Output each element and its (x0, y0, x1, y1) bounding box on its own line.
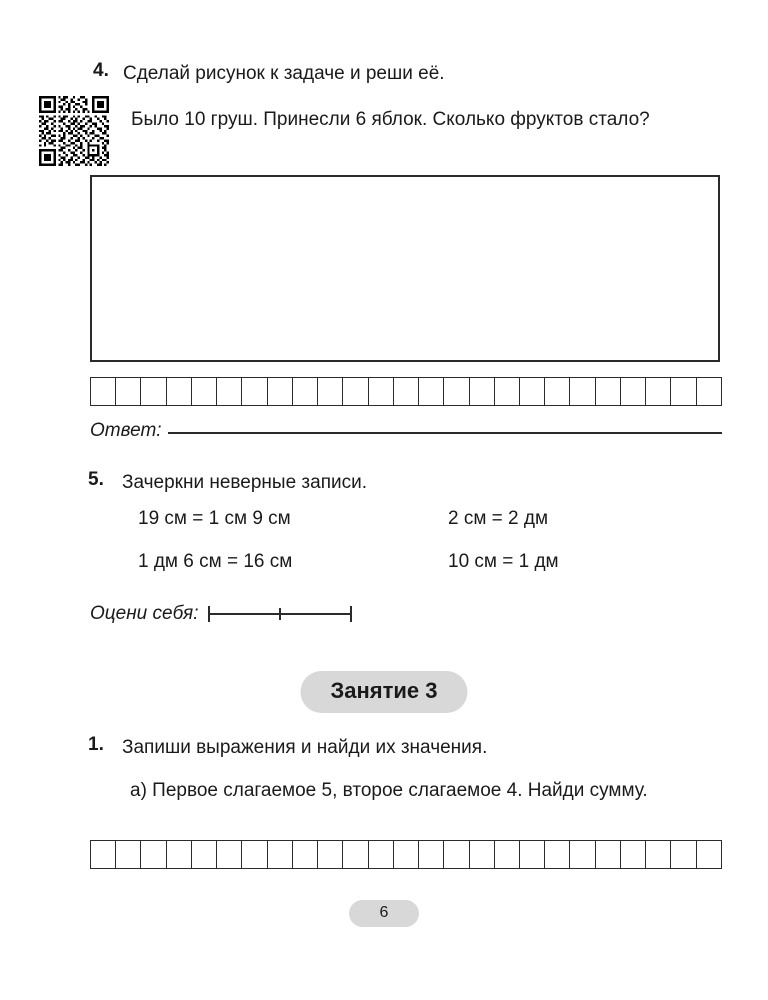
lesson-heading-badge: Занятие 3 (300, 671, 467, 713)
answer-cell[interactable] (141, 378, 166, 405)
scale-tick-right (350, 606, 352, 622)
lesson3-task-1-answer-cells[interactable] (90, 840, 722, 869)
answer-cell[interactable] (192, 378, 217, 405)
equation-item[interactable]: 2 см = 2 дм (448, 508, 549, 529)
answer-cell[interactable] (91, 841, 116, 868)
answer-cell[interactable] (621, 841, 646, 868)
answer-cell[interactable] (369, 378, 394, 405)
answer-cell[interactable] (116, 378, 141, 405)
answer-cell[interactable] (621, 378, 646, 405)
task-5-number: 5. (88, 469, 104, 490)
task-4-number: 4. (93, 60, 109, 81)
equation-row (138, 551, 728, 594)
answer-cell[interactable] (318, 378, 343, 405)
answer-write-line[interactable] (168, 432, 722, 434)
answer-cell[interactable] (242, 841, 267, 868)
answer-cell[interactable] (545, 378, 570, 405)
answer-cell[interactable] (520, 378, 545, 405)
answer-cell[interactable] (520, 841, 545, 868)
answer-cell[interactable] (697, 841, 721, 868)
answer-cell[interactable] (419, 378, 444, 405)
answer-cell[interactable] (318, 841, 343, 868)
task-5-equation-grid (138, 508, 728, 594)
answer-cell[interactable] (495, 841, 520, 868)
answer-cell[interactable] (167, 378, 192, 405)
answer-cell[interactable] (697, 378, 721, 405)
answer-cell[interactable] (646, 841, 671, 868)
answer-cell[interactable] (167, 841, 192, 868)
qr-code-icon (39, 96, 109, 166)
answer-cell[interactable] (671, 378, 696, 405)
answer-cell[interactable] (268, 841, 293, 868)
task-4-answer-cells[interactable] (90, 377, 722, 406)
answer-cell[interactable] (470, 378, 495, 405)
answer-cell[interactable] (545, 841, 570, 868)
scale-tick-middle (279, 608, 281, 620)
answer-cell[interactable] (394, 378, 419, 405)
answer-cell[interactable] (495, 378, 520, 405)
answer-cell[interactable] (141, 841, 166, 868)
answer-cell[interactable] (596, 378, 621, 405)
answer-cell[interactable] (192, 841, 217, 868)
answer-cell[interactable] (570, 378, 595, 405)
page-number-badge: 6 (349, 900, 419, 927)
task-4-problem-text: Было 10 груш. Принесли 6 яблок. Сколько фруктов стало? (131, 109, 650, 130)
answer-cell[interactable] (671, 841, 696, 868)
equation-item[interactable]: 1 дм 6 см = 16 см (138, 551, 293, 572)
equation-row (138, 508, 728, 551)
answer-cell[interactable] (419, 841, 444, 868)
answer-cell[interactable] (470, 841, 495, 868)
task-5-heading (88, 468, 728, 498)
self-assessment-row (90, 603, 352, 625)
answer-cell[interactable] (293, 378, 318, 405)
answer-cell[interactable] (369, 841, 394, 868)
equation-item[interactable]: 19 см = 1 см 9 см (138, 508, 291, 529)
answer-cell[interactable] (343, 378, 368, 405)
answer-cell[interactable] (116, 841, 141, 868)
answer-label: Ответ: (90, 420, 162, 441)
answer-cell[interactable] (444, 841, 469, 868)
answer-cell[interactable] (242, 378, 267, 405)
task-4-drawing-area[interactable] (90, 175, 720, 362)
answer-cell[interactable] (596, 841, 621, 868)
lesson3-task-1-subtask: а) Первое слагаемое 5, второе слагаемое 4. Найди сумму. (130, 780, 648, 801)
answer-cell[interactable] (217, 841, 242, 868)
self-assessment-scale[interactable] (208, 604, 352, 624)
answer-cell[interactable] (570, 841, 595, 868)
answer-cell[interactable] (646, 378, 671, 405)
answer-cell[interactable] (268, 378, 293, 405)
answer-cell[interactable] (293, 841, 318, 868)
scale-tick-left (208, 606, 210, 622)
lesson3-task-1-instruction: Запиши выражения и найди их значения. (122, 737, 488, 758)
equation-item[interactable]: 10 см = 1 дм (448, 551, 559, 572)
task-4-answer-row (90, 420, 722, 442)
answer-cell[interactable] (91, 378, 116, 405)
lesson3-task-1-number: 1. (88, 734, 104, 755)
task-4-heading (93, 59, 733, 89)
answer-cell[interactable] (217, 378, 242, 405)
answer-cell[interactable] (343, 841, 368, 868)
task-4-instruction: Сделай рисунок к задаче и реши её. (123, 63, 445, 84)
self-assessment-label: Оцени себя: (90, 603, 199, 624)
lesson3-task-1-heading (88, 733, 733, 763)
answer-cell[interactable] (394, 841, 419, 868)
answer-cell[interactable] (444, 378, 469, 405)
task-5-instruction: Зачеркни неверные записи. (122, 472, 367, 493)
